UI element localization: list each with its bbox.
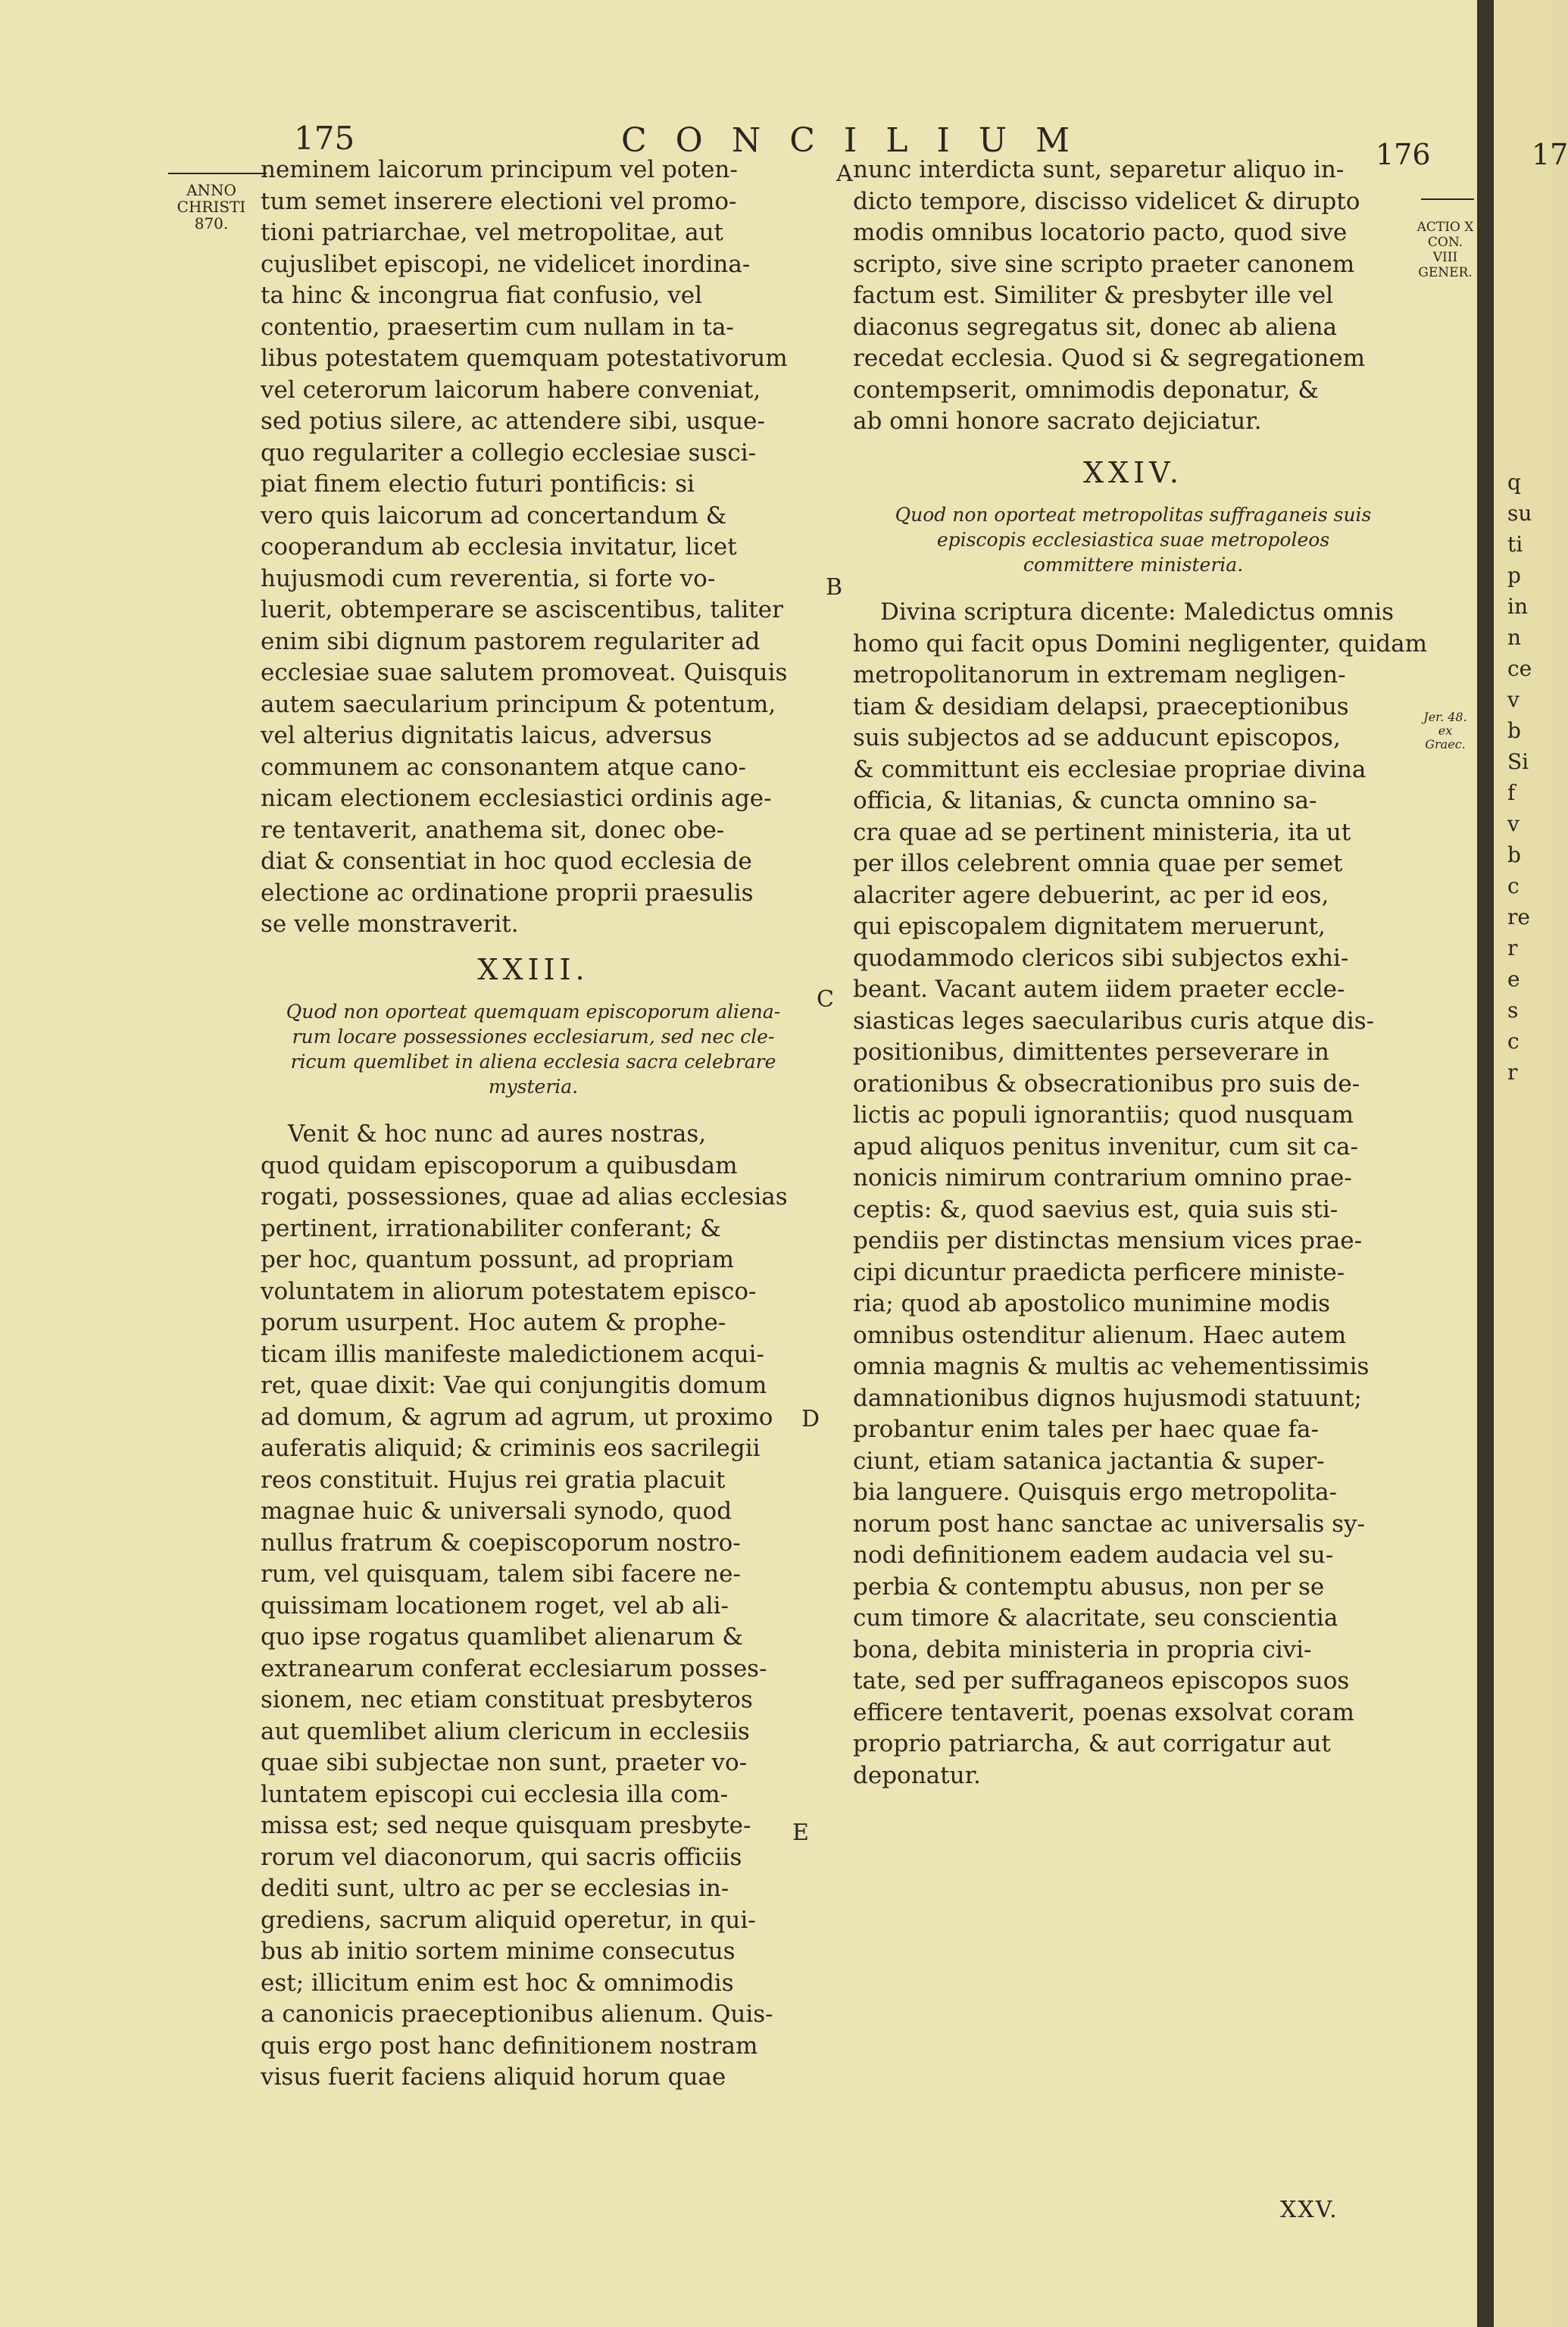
summary-line: ricum quemlibet in aliena ecclesia sacra celebrare <box>290 1051 776 1073</box>
text-line: voluntatem in aliorum potestatem episco- <box>261 1277 757 1305</box>
left-margin-rule <box>168 173 267 174</box>
text-line: orationibus & obsecrationibus pro suis de- <box>853 1070 1360 1098</box>
text-line: libus potestatem quemquam potestativorum <box>261 345 788 372</box>
text-line: nonicis nimirum contrarium omnino prae- <box>853 1164 1352 1192</box>
text-line: magnae huic & universali synodo, quod <box>261 1498 732 1525</box>
text-line: quo regulariter a collegio ecclesiae susci- <box>261 439 757 467</box>
text-line: rogati, possessiones, quae ad alias ecclesias <box>261 1183 788 1210</box>
text-line: extranearum conferat ecclesiarum posses- <box>261 1654 767 1682</box>
text-line: dicto tempore, discisso videlicet & dirupto <box>853 187 1360 215</box>
text-line: cra quae ad se pertinent ministeria, ita ut <box>853 818 1351 846</box>
text-line: quis ergo post hanc definitionem nostram <box>261 2032 758 2060</box>
text-line: cujuslibet episcopi, ne videlicet inordina- <box>261 250 751 278</box>
text-line: modis omnibus locatorio pacto, quod sive <box>853 219 1348 246</box>
next-page-fragment: v <box>1507 687 1520 712</box>
text-line: rorum vel diaconorum, qui sacris officiis <box>261 1843 742 1871</box>
next-page-fragment: p <box>1507 563 1521 588</box>
text-line: auferatis aliquid; & criminis eos sacrilegii <box>261 1435 761 1462</box>
text-line: per illos celebrent omnia quae per semet <box>853 850 1343 877</box>
right-column-text-after <box>853 597 1427 1791</box>
right-page-number: 176 <box>1376 138 1431 171</box>
canon-heading-xxiii: XXIII. <box>477 952 589 986</box>
next-page-fragment: b <box>1507 718 1521 743</box>
text-line: rum, vel quisquam, talem sibi facere ne- <box>261 1560 741 1588</box>
text-line: visus fuerit faciens aliquid horum quae <box>261 2063 726 2091</box>
next-page-fragment: v <box>1507 811 1520 836</box>
text-line: recedat ecclesia. Quod si & segregationem <box>853 345 1366 372</box>
right-margin-note <box>1415 220 1476 280</box>
left-column-text-after <box>261 1119 806 2094</box>
text-line: norum post hanc sanctae ac universalis sy- <box>853 1510 1365 1538</box>
text-line: enim sibi dignum pastorem regulariter ad <box>261 627 761 655</box>
canon-summary-xxiii <box>261 999 806 1099</box>
text-line: pertinent, irrationabiliter conferant; & <box>261 1214 721 1242</box>
next-page-fragment: s <box>1507 998 1519 1023</box>
text-line: contentio, praesertim cum nullam in ta- <box>261 313 734 341</box>
gener-label: GENER. <box>1418 265 1473 280</box>
text-line: deponatur. <box>853 1761 981 1789</box>
text-line: missa est; sed neque quisquam presbyte- <box>261 1812 751 1839</box>
text-line: cipi dicuntur praedicta perficere ministe- <box>853 1258 1345 1286</box>
text-line: autem saecularium principum & potentum, <box>261 690 776 718</box>
next-page-fragment: Si <box>1507 749 1529 774</box>
text-line: luntatem episcopi cui ecclesia illa com- <box>261 1780 729 1808</box>
text-line: aut quemlibet alium clericum in ecclesiis <box>261 1717 750 1745</box>
next-page-fragment: su <box>1507 501 1532 526</box>
text-line: probantur enim tales per haec quae fa- <box>853 1416 1319 1443</box>
text-line: quo ipse rogatus quamlibet alienarum & <box>261 1623 743 1651</box>
text-line: ad domum, & agrum ad agrum, ut proximo <box>261 1403 773 1431</box>
text-line: piat finem electio futuri pontificis: si <box>261 470 695 498</box>
text-line: tum semet inserere electioni vel promo- <box>261 187 737 215</box>
text-line: pendiis per distinctas mensium vices prae- <box>853 1227 1363 1254</box>
left-column-text-before <box>261 155 806 941</box>
next-page-fragment: ce <box>1507 656 1532 681</box>
next-page-fragment: e <box>1507 967 1520 992</box>
next-page-fragment: q <box>1507 470 1521 495</box>
text-line: electione ac ordinatione proprii praesulis <box>261 879 754 907</box>
next-page-fragment: b <box>1507 842 1521 867</box>
running-title: CONCILIUM <box>621 121 1099 160</box>
text-line: ecclesiae suae salutem promoveat. Quisquis <box>261 659 788 686</box>
text-line: quodammodo clericos sibi subjectos exhi- <box>853 944 1349 972</box>
text-line: tiam & desidiam delapsi, praeceptionibus <box>853 692 1349 720</box>
text-line: porum usurpent. Hoc autem & prophe- <box>261 1309 726 1336</box>
text-line: suis subjectos ad se adducunt episcopos, <box>853 724 1341 751</box>
next-page-number: 17 <box>1532 138 1568 171</box>
text-line: ta hinc & incongrua fiat confusio, vel <box>261 282 703 309</box>
text-line: nodi definitionem eadem audacia vel su- <box>853 1541 1334 1569</box>
text-line: beant. Vacant autem iidem praeter eccle- <box>853 976 1345 1003</box>
text-line: nullus fratrum & coepiscoporum nostro- <box>261 1529 741 1557</box>
anno-label: ANNO <box>186 181 236 199</box>
text-line: dediti sunt, ultro ac per se ecclesias in- <box>261 1875 729 1902</box>
text-line: positionibus, dimittentes perseverare in <box>853 1039 1329 1066</box>
section-letter-d: D <box>801 1406 820 1432</box>
text-line: & committunt eis ecclesiae propriae divina <box>853 755 1367 783</box>
canon-summary-xxiv <box>853 502 1413 577</box>
summary-line: Quod non oporteat metropolitas suffraganeis suis <box>895 504 1372 526</box>
text-line: reos constituit. Hujus rei gratia placuit <box>261 1466 726 1494</box>
text-line: proprio patriarcha, & aut corrigatur aut <box>853 1730 1331 1757</box>
text-line: Divina scriptura dicente: Maledictus omnis <box>880 598 1395 626</box>
text-line: bona, debita ministeria in propria civi- <box>853 1635 1312 1663</box>
summary-line: committere ministeria. <box>1023 554 1244 576</box>
year-label: 870. <box>194 214 229 233</box>
catchword: XXV. <box>1280 2197 1338 2223</box>
scripture-reference-note <box>1417 711 1474 751</box>
text-line: vero quis laicorum ad concertandum & <box>261 501 727 529</box>
summary-line: mysteria. <box>488 1076 579 1098</box>
text-line: ret, quae dixit: Vae qui conjungitis domum <box>261 1372 767 1399</box>
section-letter-c: C <box>817 986 834 1013</box>
text-line: scripto, sive sine scripto praeter canonem <box>853 250 1355 278</box>
text-line: metropolitanorum in extremam negligen- <box>853 661 1346 689</box>
text-line: omnibus ostenditur alienum. Haec autem <box>853 1321 1347 1349</box>
text-line: Venit & hoc nunc ad aures nostras, <box>288 1120 707 1148</box>
text-line: ceptis: &, quod saevius est, quia suis sti- <box>853 1195 1338 1223</box>
text-line: damnationibus dignos hujusmodi statuunt; <box>853 1384 1362 1412</box>
summary-line: Quod non oporteat quemquam episcoporum aliena- <box>286 1001 781 1023</box>
next-page-fragment: re <box>1507 904 1530 929</box>
text-line: quissimam locationem roget, vel ab ali- <box>261 1591 729 1620</box>
text-line: sionem, nec etiam constituat presbyteros <box>261 1686 753 1713</box>
text-line: ab omni honore sacrato dejiciatur. <box>853 408 1262 435</box>
summary-line: episcopis ecclesiastica suae metropoleos <box>936 529 1330 551</box>
text-line: contempserit, omnimodis deponatur, & <box>853 376 1319 404</box>
text-line: nunc interdicta sunt, separetur aliquo in- <box>853 156 1345 183</box>
text-line: vel ceterorum laicorum habere conveniat, <box>261 376 761 404</box>
text-line: efficere tentaverit, poenas exsolvat coram <box>853 1698 1354 1726</box>
next-page-fragment: c <box>1507 1029 1520 1054</box>
ref-grae: Graec. <box>1425 737 1466 751</box>
text-line: quod quidam episcoporum a quibusdam <box>261 1151 738 1179</box>
text-line: bus ab initio sortem minime consecutus <box>261 1938 736 1965</box>
text-line: re tentaverit, anathema sit, donec obe- <box>261 816 725 844</box>
text-line: neminem laicorum principum vel poten- <box>261 156 738 183</box>
text-line: ticam illis manifeste maledictionem acqui- <box>261 1340 764 1368</box>
text-line: luerit, obtemperare se asciscentibus, taliter <box>261 596 783 623</box>
next-page-fragment: n <box>1507 625 1522 650</box>
text-line: bia languere. Quisquis ergo metropolita- <box>853 1479 1338 1506</box>
con-label: CON. VIII <box>1427 235 1463 265</box>
next-page-fragment: c <box>1507 873 1520 898</box>
text-line: nicam electionem ecclesiastici ordinis age- <box>261 785 772 812</box>
text-line: qui episcopalem dignitatem meruerunt, <box>853 913 1326 940</box>
canon-heading-xxiv: XXIV. <box>1083 455 1183 489</box>
text-line: diat & consentiat in hoc quod ecclesia de <box>261 848 752 875</box>
right-column-text-before <box>853 155 1413 438</box>
text-line: est; illicitum enim est hoc & omnimodis <box>261 1969 734 1997</box>
text-line: siasticas leges saecularibus curis atque dis- <box>853 1007 1375 1035</box>
text-line: per hoc, quantum possunt, ad propriam <box>261 1246 734 1273</box>
text-line: diaconus segregatus sit, donec ab aliena <box>853 313 1338 341</box>
next-page-fragment: f <box>1507 780 1516 805</box>
section-letter-b: B <box>826 574 843 601</box>
summary-line: rum locare possessiones ecclesiarum, sed nec cle- <box>292 1026 775 1048</box>
text-line: omnia magnis & multis ac vehementissimis <box>853 1353 1370 1380</box>
text-line: communem ac consonantem atque cano- <box>261 753 746 781</box>
section-letter-a: A <box>836 161 853 187</box>
text-line: factum est. Similiter & presbyter ille vel <box>853 282 1334 309</box>
next-page-fragment: r <box>1507 1060 1518 1085</box>
actio-label: ACTIO X <box>1417 220 1474 235</box>
text-line: apud aliquos penitus invenitur, cum sit ca- <box>853 1132 1358 1160</box>
left-margin-note <box>170 182 253 232</box>
christi-label: CHRISTI <box>176 198 246 216</box>
next-page-fragment: r <box>1507 935 1518 960</box>
text-line: homo qui facit opus Domini negligenter, quidam <box>853 629 1427 657</box>
text-line: a canonicis praeceptionibus alienum. Quis- <box>261 2001 773 2028</box>
text-line: hujusmodi cum reverentia, si forte vo- <box>261 564 716 592</box>
right-column <box>853 155 1427 1791</box>
text-line: quae sibi subjectae non sunt, praeter vo- <box>261 1749 748 1776</box>
ref-jer: Jer. 48. ex <box>1423 710 1467 738</box>
next-page-fragment: in <box>1507 594 1528 619</box>
text-line: cum timore & alacritate, seu conscientia <box>853 1604 1338 1632</box>
text-line: perbia & contemptu abusus, non per se <box>853 1573 1325 1601</box>
text-line: grediens, sacrum aliquid operetur, in qui- <box>261 1906 756 1934</box>
section-letter-e: E <box>792 1819 809 1846</box>
text-line: officia, & litanias, & cuncta omnino sa- <box>853 787 1317 814</box>
text-line: vel alterius dignitatis laicus, adversus <box>261 722 712 749</box>
left-column <box>261 155 806 2094</box>
text-line: cooperandum ab ecclesia invitatur, licet <box>261 533 737 561</box>
text-line: ria; quod ab apostolico munimine modis <box>853 1290 1331 1317</box>
next-page-edge <box>1494 0 1551 2327</box>
page-gutter <box>1477 0 1494 2327</box>
right-margin-rule <box>1421 198 1474 200</box>
text-line: tate, sed per suffraganeos episcopos suos <box>853 1667 1350 1694</box>
left-page-number: 175 <box>294 120 355 157</box>
text-line: tioni patriarchae, vel metropolitae, aut <box>261 219 723 246</box>
text-line: lictis ac populi ignorantiis; quod nusquam <box>853 1101 1354 1129</box>
text-line: se velle monstraverit. <box>261 910 519 938</box>
text-line: ciunt, etiam satanica jactantia & super- <box>853 1447 1325 1475</box>
text-line: alacriter agere debuerint, ac per id eos, <box>853 881 1329 909</box>
next-page-fragment: ti <box>1507 532 1523 557</box>
text-line: sed potius silere, ac attendere sibi, usque- <box>261 408 765 435</box>
